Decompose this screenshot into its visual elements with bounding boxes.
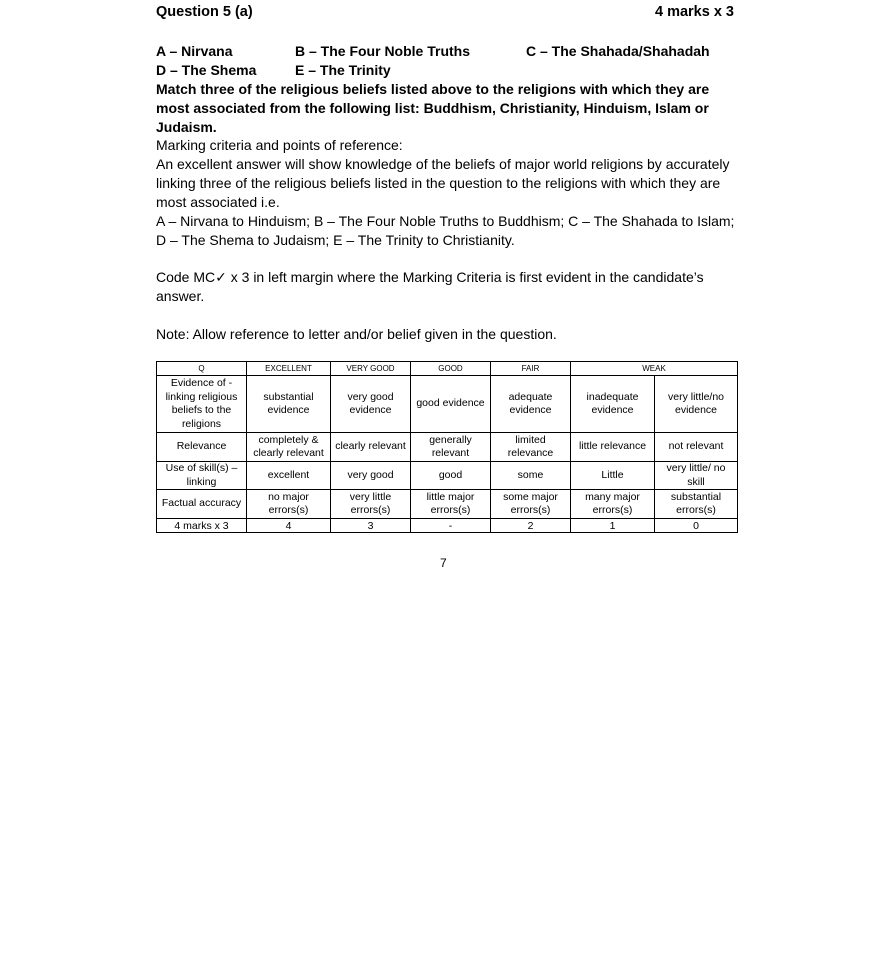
code-instruction: Code MC✓ x 3 in left margin where the Marking Criteria is first evident in the candidate’s answer. [156,269,704,304]
table-cell: very little/no evidence [655,376,738,433]
table-cell: 4 [247,519,331,533]
table-cell: inadequate evidence [571,376,655,433]
option-d: D – The Shema [156,62,257,78]
option-b: B – The Four Noble Truths [295,43,471,59]
row-label: Relevance [157,433,247,462]
table-cell: some [491,462,571,490]
table-cell: 0 [655,519,738,533]
table-cell: very good [331,462,411,490]
belief-options [156,42,738,80]
question-header [156,4,734,24]
instruction-text: Match three of the religious beliefs listed above to the religions with which they are most associated from the following list: Buddhism, Christianity, Hinduism, Islam or Judaism. [156,81,710,135]
row-label: 4 marks x 3 [157,519,247,533]
table-row [157,490,738,519]
question-marks: 4 marks x 3 [654,4,734,20]
table-cell: - [411,519,491,533]
table-cell: some major errors(s) [491,490,571,519]
header-good: GOOD [411,362,491,376]
criteria-body: An excellent answer will show knowledge of the beliefs of major world religions by accurately linking three of the religious beliefs listed in the question to the religions with which they are most associated i.e. [156,156,730,210]
table-row [157,519,738,533]
row-label: Factual accuracy [157,490,247,519]
header-fair: FAIR [491,362,571,376]
row-label: Use of skill(s) – linking [157,462,247,490]
table-cell: completely & clearly relevant [247,433,331,462]
table-row [157,376,738,433]
option-e: E – The Trinity [295,62,391,78]
table-row [157,433,738,462]
table-cell: 2 [491,519,571,533]
criteria-heading: Marking criteria and points of reference: [156,137,403,153]
row-label: Evidence of - linking religious beliefs to the religions [157,376,247,433]
page-number: 7 [440,556,447,570]
table-row [157,462,738,490]
header-weak: WEAK [571,362,738,376]
table-cell: very little errors(s) [331,490,411,519]
table-cell: generally relevant [411,433,491,462]
option-a: A – Nirvana [156,43,233,59]
table-cell: clearly relevant [331,433,411,462]
table-cell: 3 [331,519,411,533]
criteria-answers-2: D – The Shema to Judaism; E – The Trinity to Christianity. [156,232,515,248]
table-cell: little relevance [571,433,655,462]
criteria-answers-1: A – Nirvana to Hinduism; B – The Four Noble Truths to Buddhism; C – The Shahada to Islam; [156,213,735,229]
table-cell: 1 [571,519,655,533]
table-cell: very good evidence [331,376,411,433]
table-cell: little major errors(s) [411,490,491,519]
header-q: Q [157,362,247,376]
table-cell: excellent [247,462,331,490]
table-cell: many major errors(s) [571,490,655,519]
table-cell: not relevant [655,433,738,462]
header-excellent: EXCELLENT [247,362,331,376]
table-cell: substantial evidence [247,376,331,433]
table-cell: good [411,462,491,490]
table-cell: limited relevance [491,433,571,462]
question-title: Question 5 (a) [156,4,253,20]
table-cell: good evidence [411,376,491,433]
marking-criteria [156,136,738,250]
table-cell: very little/ no skill [655,462,738,490]
table-cell: adequate evidence [491,376,571,433]
table-cell: substantial errors(s) [655,490,738,519]
table-cell: Little [571,462,655,490]
marking-grid [156,361,738,533]
header-very-good: VERY GOOD [331,362,411,376]
option-c: C – The Shahada/Shahadah [526,43,710,59]
table-cell: no major errors(s) [247,490,331,519]
note-text: Note: Allow reference to letter and/or belief given in the question. [156,326,557,342]
